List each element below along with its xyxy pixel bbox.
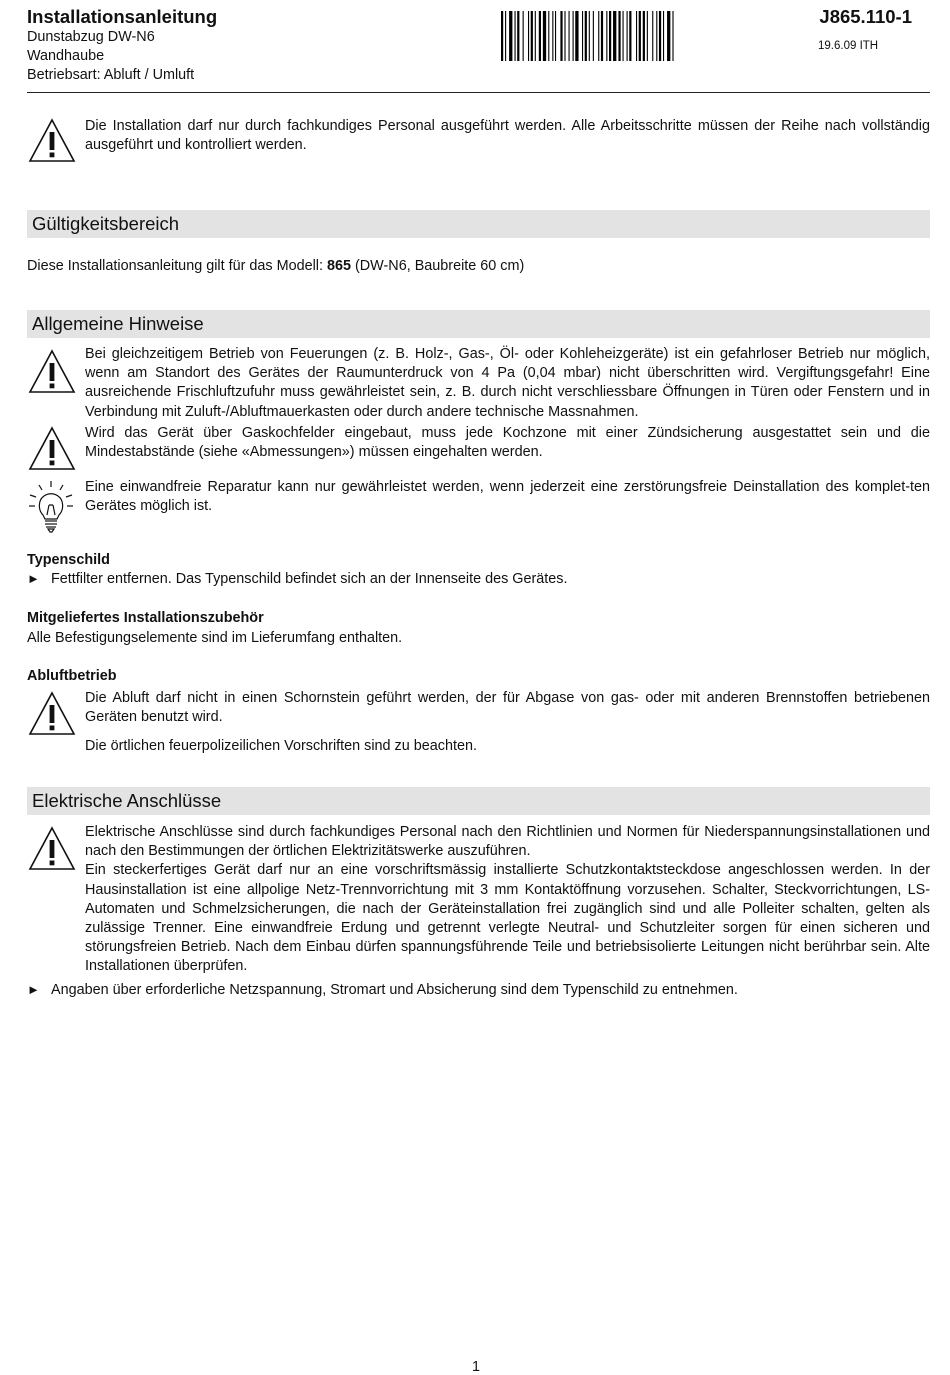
exhaust-note: Die örtlichen feuerpolizeilichen Vorschriften sind zu beachten.	[85, 738, 477, 754]
header-divider	[27, 92, 930, 93]
accessories-text: Alle Befestigungselemente sind im Lieferumfang enthalten.	[27, 630, 403, 646]
section-title: Elektrische Anschlüsse	[32, 790, 222, 811]
typeplate-step-text: Fettfilter entfernen. Das Typenschild befindet sich an der Innenseite des Gerätes.	[51, 571, 568, 587]
bullet-arrow-icon: ►	[27, 982, 40, 997]
document-header	[27, 4, 930, 94]
barcode	[499, 11, 719, 61]
typeplate-step	[27, 571, 930, 591]
section-heading-electrical	[27, 787, 930, 815]
section-heading-general	[27, 310, 930, 338]
warning-triangle-icon	[27, 116, 77, 166]
gas-hob-warning	[27, 423, 930, 473]
combustion-warning	[27, 344, 930, 424]
operating-mode: Betriebsart: Abluft / Umluft	[27, 67, 195, 83]
combustion-warning-text: Bei gleichzeitigem Betrieb von Feuerungen (z. B. Holz-, Gas-, Öl- oder Kohleheizgeräte) ist ein gefahrloser Betrieb nur möglich, wenn am Standort des Gerätes der Raumunterdruck von 4 Pa (0,04 mbar) nicht überschritten wird. Vergiftungsgefahr! Eine ausreichende Frischluftzufuhr muss gewährleistet sein, z. B. durch nicht verschliessbare Öffnungen in Türen oder Fenstern und in Verbindung mit Zuluft-/Abluftmauerkasten oder durch andere technische Massnahmen.	[85, 346, 930, 420]
document-title: Installationsanleitung	[27, 6, 218, 27]
typeplate-heading: Typenschild	[27, 552, 110, 568]
electrical-warning	[27, 822, 930, 977]
electrical-para-1: Elektrische Anschlüsse sind durch fachkundiges Personal nach den Richtlinien und Normen für Niederspannungsinstallationen und nach den Bestimmungen der örtlichen Elektrizitätswerke auszuführen.	[85, 824, 930, 860]
electrical-step	[27, 982, 930, 1002]
electrical-step-text: Angaben über erforderliche Netzspannung, Stromart und Absicherung sind dem Typenschild zu entnehmen.	[51, 982, 738, 998]
repair-tip-text: Eine einwandfreie Reparatur kann nur gewährleistet werden, wenn jederzeit eine zerstörungsfreie Deinstallation des komplet-ten Gerätes möglich ist.	[85, 479, 930, 515]
warning-triangle-icon	[27, 424, 77, 474]
section-title: Gültigkeitsbereich	[32, 213, 180, 234]
warning-triangle-icon	[27, 347, 77, 397]
scope-text-after: (DW-N6, Baubreite 60 cm)	[351, 258, 525, 274]
warning-triangle-icon	[27, 689, 77, 739]
model-number: 865	[326, 258, 351, 274]
bullet-arrow-icon: ►	[27, 571, 40, 586]
page-number: 1	[472, 1359, 481, 1375]
section-heading-scope	[27, 210, 930, 238]
exhaust-warning-text: Die Abluft darf nicht in einen Schornstein geführt werden, der für Abgase von gas- oder mit anderen Brennstoffen betriebenen Geräten benutzt wird.	[85, 690, 930, 726]
section-title: Allgemeine Hinweise	[32, 313, 204, 334]
repair-tip	[27, 477, 930, 537]
accessories-heading: Mitgeliefertes Installationszubehör	[27, 610, 264, 626]
electrical-text	[85, 823, 930, 977]
warning-triangle-icon	[27, 824, 77, 874]
exhaust-warning	[27, 688, 930, 758]
exhaust-heading: Abluftbetrieb	[27, 668, 117, 684]
scope-text	[27, 257, 524, 276]
gas-hob-warning-text: Wird das Gerät über Gaskochfelder eingebaut, muss jede Kochzone mit einer Zündsicherung ausgestattet sein und die Mindestabstände (siehe «Abmessungen») müssen eingehalten werden.	[85, 425, 930, 461]
document-number: J865.110-1	[819, 6, 912, 27]
product-line: Dunstabzug DW-N6	[27, 29, 155, 45]
product-type: Wandhaube	[27, 48, 105, 64]
intro-warning-text: Die Installation darf nur durch fachkundiges Personal ausgeführt werden. Alle Arbeitsschritte müssen der Reihe nach vollständig ausgeführt und kontrolliert werden.	[85, 118, 930, 154]
revision-date: 19.6.09 ITH	[818, 40, 879, 52]
lightbulb-icon	[27, 479, 75, 535]
scope-text-before: Diese Installationsanleitung gilt für das Modell:	[27, 258, 327, 274]
intro-warning	[27, 116, 930, 166]
electrical-para-2: Ein steckerfertiges Gerät darf nur an eine vorschriftsmässig installierte Schutzkontaktsteckdose angeschlossen werden. In der Hausinstallation ist eine allpolige Netz-Trennvorrichtung mit 3 mm Kontaktöffnung vorzusehen. Schalter, Steckvorrichtungen, LS-Automaten und Schmelzsicherungen, die nach der Geräteinstallation frei zugänglich sind und alle Polleiter schalten, gelten als zulässige Trenner. Eine einwandfreie Erdung und getrennt verlegte Neutral- und Schutzleiter sorgen für einen sicheren und störungsfreien Betrieb. Nach dem Einbau dürfen spannungsführende Teile und betriebsisolierte Leitungen nicht berührbar sein. Alte Installationen überprüfen.	[85, 862, 930, 975]
